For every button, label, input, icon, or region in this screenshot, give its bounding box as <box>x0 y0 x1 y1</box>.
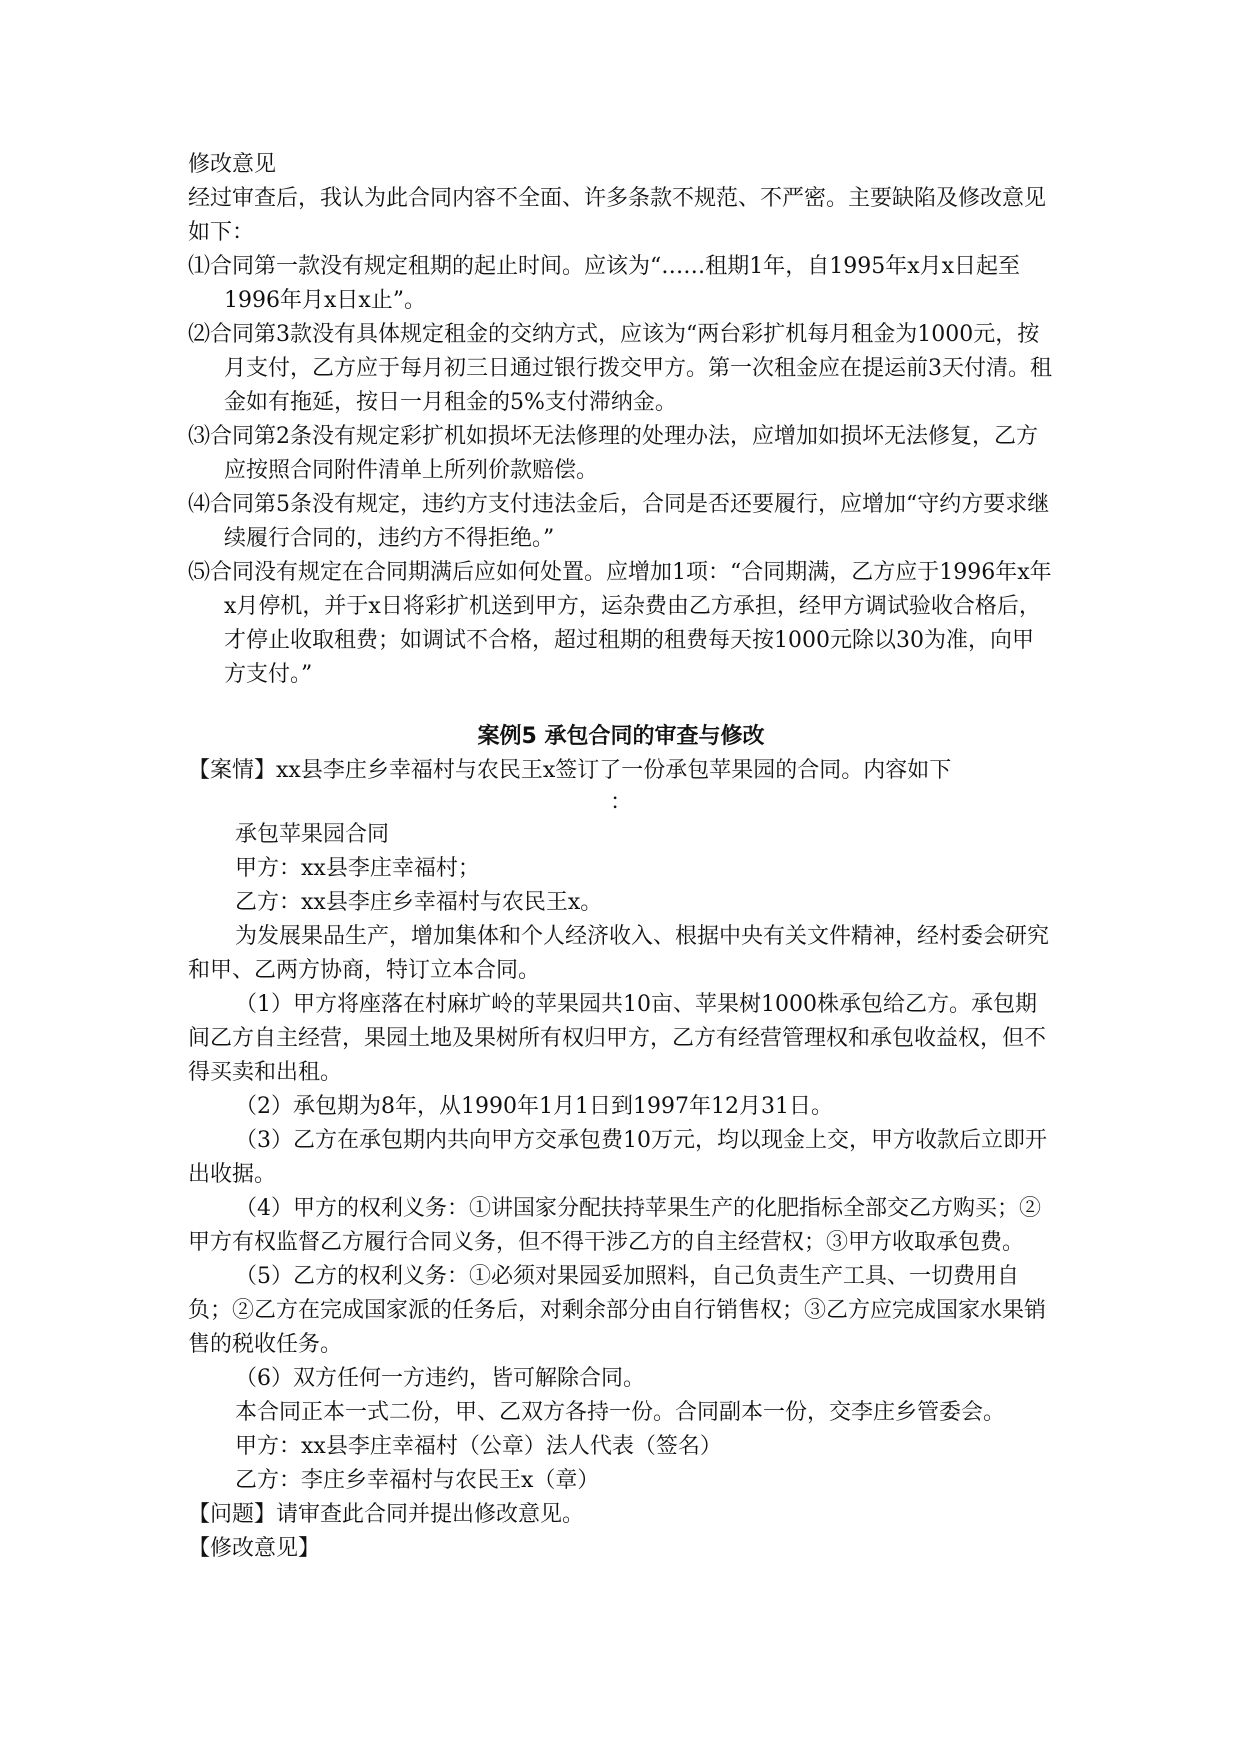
party-a: 甲方：xx县李庄幸福村； <box>235 856 480 881</box>
signature-party-a: 甲方：xx县李庄幸福村（公章）法人代表（签名） <box>235 1434 722 1459</box>
contract-clause-5: （5）乙方的权利义务：①必须对果园妥加照料，自己负责生产工具、一切费用自负；②乙方在完成国家派的任务后，对剩余部分由自行销售权；③乙方应完成国家水果销售的税收任务。 <box>188 1264 1047 1357</box>
review-item-2: ⑵合同第3款没有具体规定租金的交纳方式，应该为“两台彩扩机每月租金为1000元，按月支付，乙方应于每月初三日通过银行拨交甲方。第一次租金应在提运前3天付清。租金如有拖延，按日一月租金的5%支付滞纳金。 <box>188 322 1052 415</box>
review-item-3: ⑶合同第2条没有规定彩扩机如损坏无法修理的处理办法，应增加如损坏无法修复，乙方应按照合同附件清单上所列价款赔偿。 <box>188 424 1038 483</box>
case-intro: 【案情】xx县李庄乡幸福村与农民王x签订了一份承包苹果园的合同。内容如下 <box>188 758 952 783</box>
review-item-5: ⑸合同没有规定在合同期满后应如何处置。应增加1项：“合同期满，乙方应于1996年x年x月停机，并于x日将彩扩机送到甲方，运杂费由乙方承担，经甲方调试验收合格后，才停止收取租费；如调试不合格，超过租期的租费每天按1000元除以30为准，向甲方支付。” <box>188 560 1052 687</box>
section-heading: 修改意见 <box>188 152 277 177</box>
contract-preamble: 为发展果品生产，增加集体和个人经济收入、根据中央有关文件精神，经村委会研究和甲、乙两方协商，特订立本合同。 <box>188 924 1050 983</box>
contract-clause-4: （4）甲方的权利义务：①讲国家分配扶持苹果生产的化肥指标全部交乙方购买；②甲方有权监督乙方履行合同义务，但不得干涉乙方的自主经营权；③甲方收取承包费。 <box>188 1196 1041 1255</box>
review-item-1: ⑴合同第一款没有规定租期的起止时间。应该为“……租期1年，自1995年x月x日起至1996年月x日x止”。 <box>188 254 1021 313</box>
case-intro-colon: ： <box>609 790 632 815</box>
document-body <box>188 148 1054 1566</box>
answer-heading: 【修改意见】 <box>188 1536 321 1561</box>
question: 【问题】请审查此合同并提出修改意见。 <box>188 1502 585 1527</box>
contract-title: 承包苹果园合同 <box>235 822 390 847</box>
contract-clause-2: （2）承包期为8年，从1990年1月1日到1997年12月31日。 <box>235 1094 833 1119</box>
signature-party-b: 乙方：李庄乡幸福村与农民王x（章） <box>235 1468 600 1493</box>
contract-copies: 本合同正本一式二份，甲、乙双方各持一份。合同副本一份，交李庄乡管委会。 <box>235 1400 1006 1425</box>
contract-clause-6: （6）双方任何一方违约，皆可解除合同。 <box>235 1366 645 1391</box>
contract-clause-3: （3）乙方在承包期内共向甲方交承包费10万元，均以现金上交，甲方收款后立即开出收据。 <box>188 1128 1047 1187</box>
review-item-4: ⑷合同第5条没有规定，违约方支付违法金后，合同是否还要履行，应增加“守约方要求继续履行合同的，违约方不得拒绝。” <box>188 492 1050 551</box>
contract-clause-1: （1）甲方将座落在村麻圹岭的苹果园共10亩、苹果树1000株承包给乙方。承包期间乙方自主经营，果园土地及果树所有权归甲方，乙方有经营管理权和承包收益权，但不得买卖和出租。 <box>188 992 1047 1085</box>
party-b: 乙方：xx县李庄乡幸福村与农民王x。 <box>235 890 603 915</box>
case-title: 案例5 承包合同的审查与修改 <box>477 724 765 749</box>
section-intro: 经过审查后，我认为此合同内容不全面、许多条款不规范、不严密。主要缺陷及修改意见如下： <box>188 186 1047 245</box>
